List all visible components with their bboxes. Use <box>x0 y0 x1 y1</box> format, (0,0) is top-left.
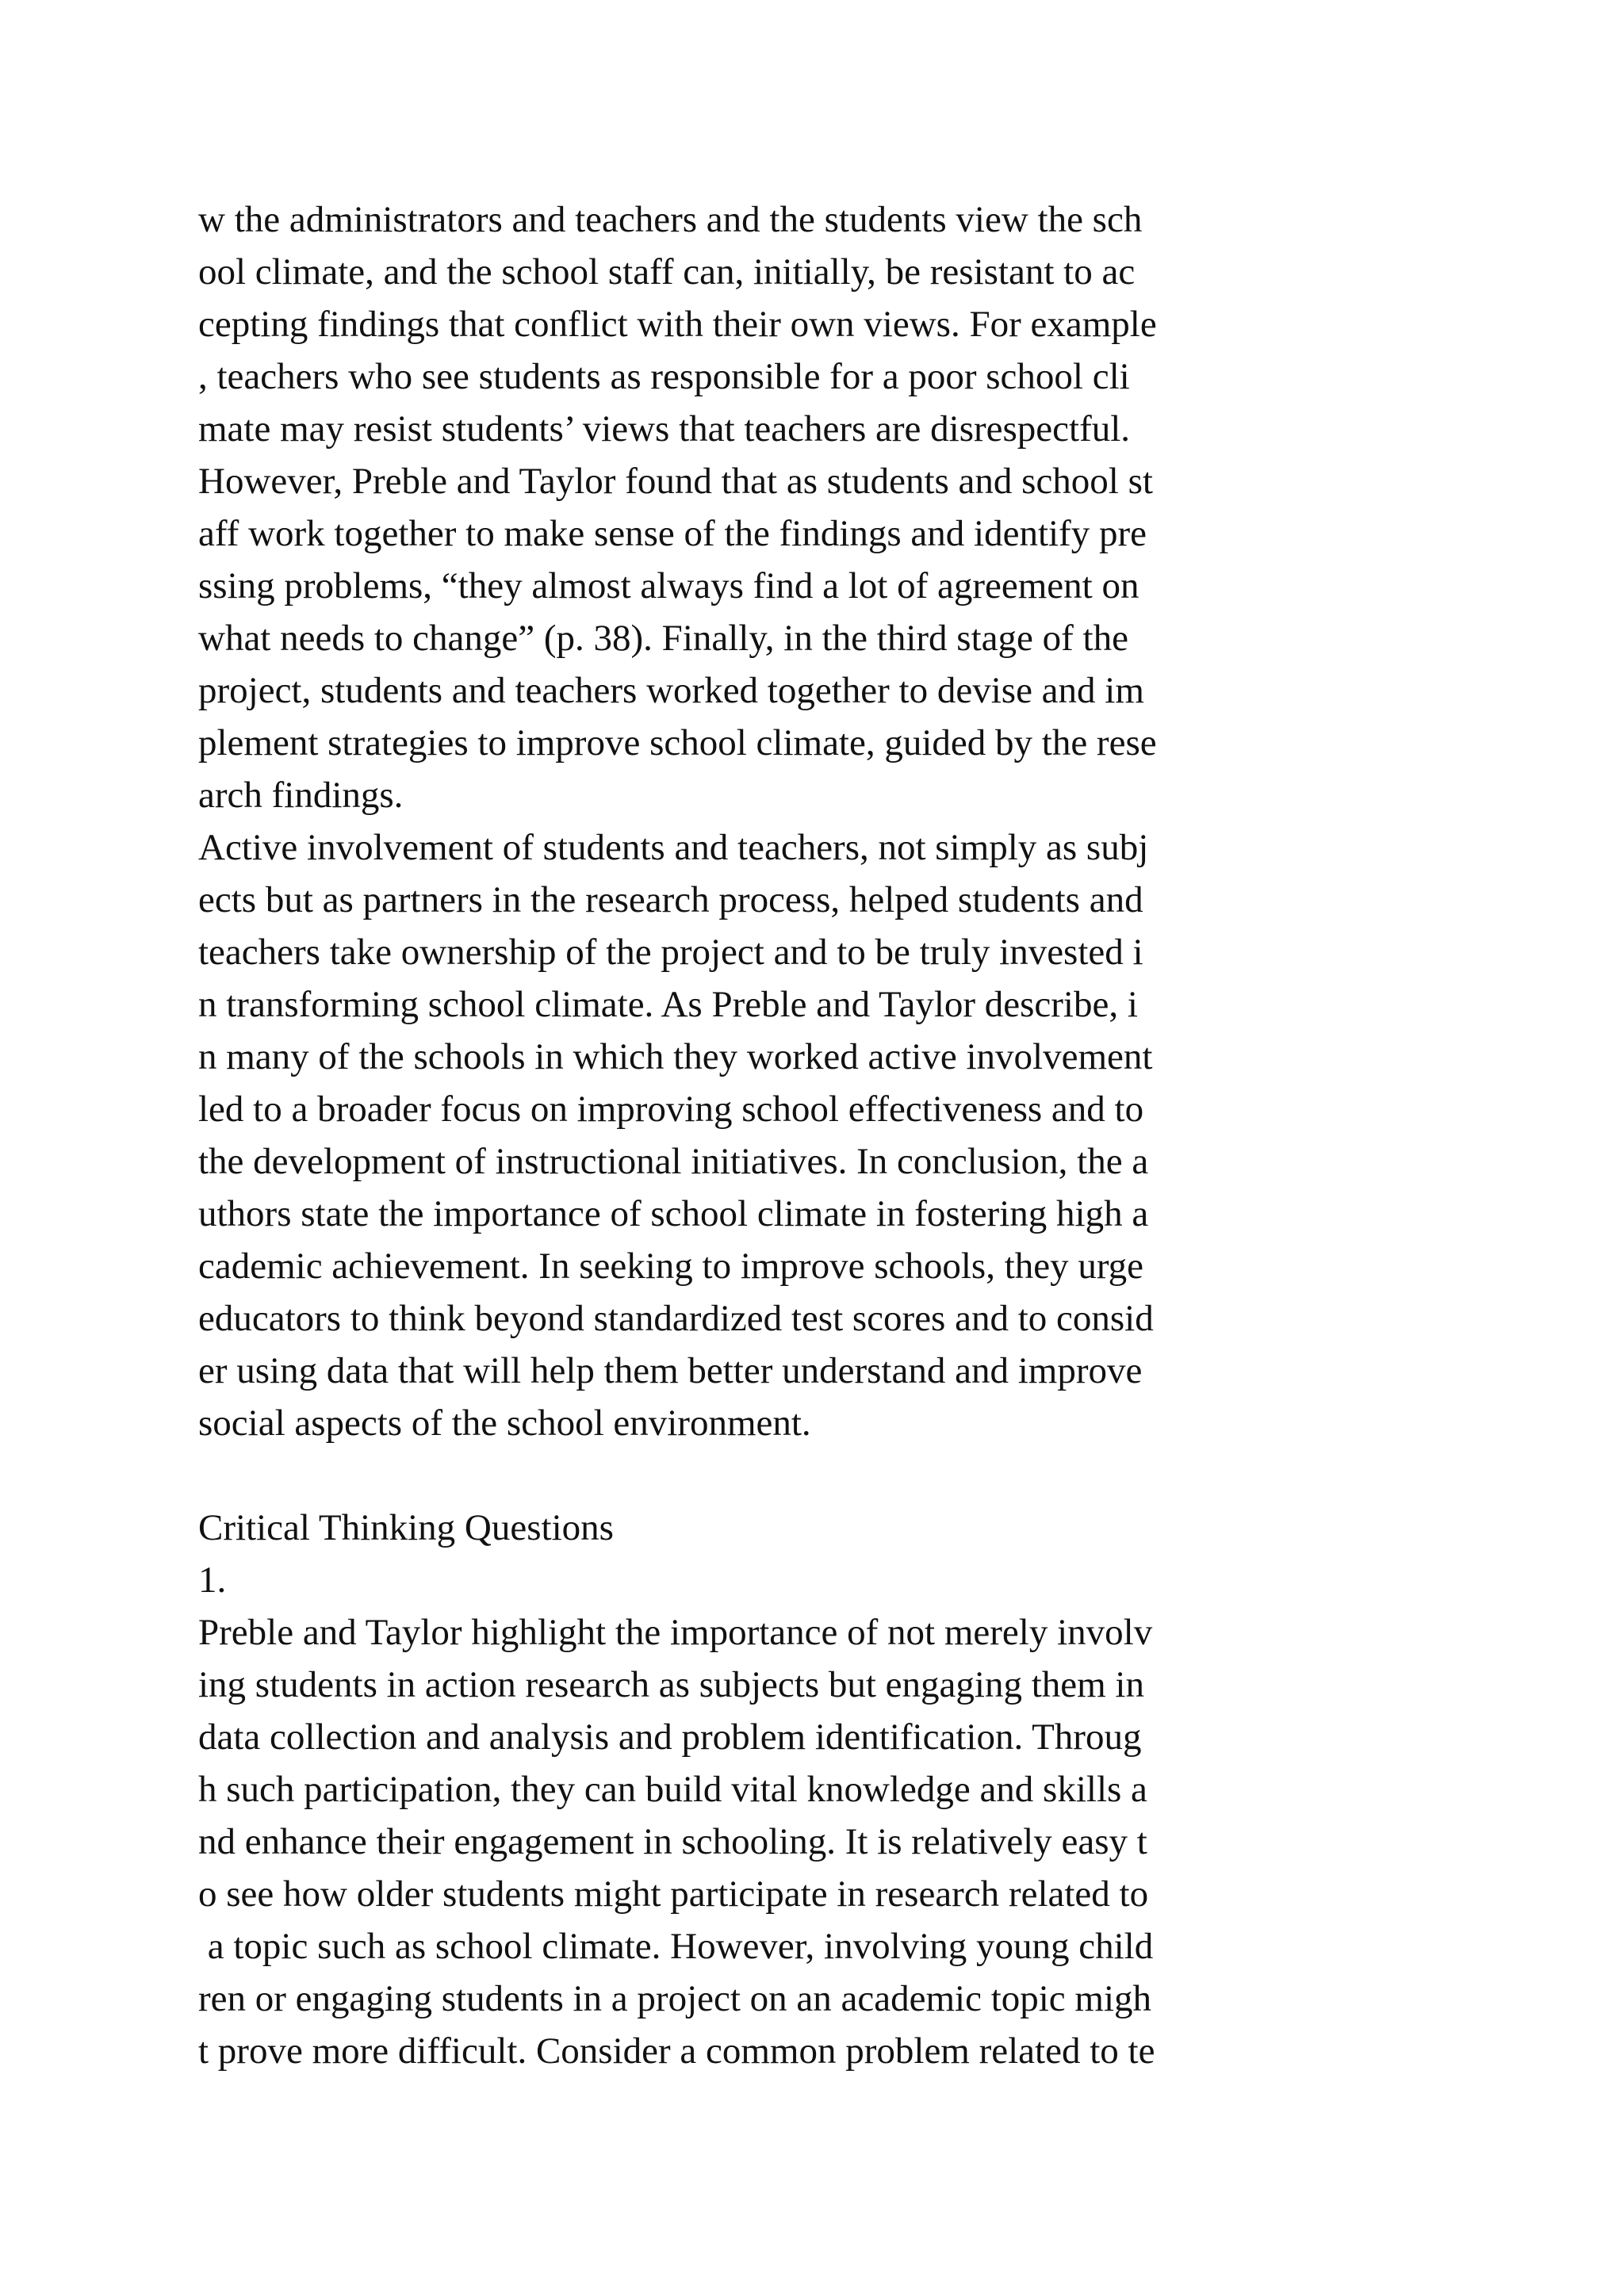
text-line: ool climate, and the school staff can, initially, be resistant to ac <box>198 251 1136 293</box>
text-line: However, Preble and Taylor found that as students and school st <box>198 461 1153 502</box>
text-line: n transforming school climate. As Preble and Taylor describe, i <box>198 984 1138 1025</box>
text-line: ssing problems, “they almost always find a lot of agreement on <box>198 565 1139 607</box>
text-line: er using data that will help them better understand and improve <box>198 1350 1143 1391</box>
text-line: a topic such as school climate. However, involving young child <box>198 1926 1154 1967</box>
text-line: cademic achievement. In seeking to improve schools, they urge <box>198 1246 1144 1287</box>
text-line: w the administrators and teachers and the students view the sch <box>198 199 1143 240</box>
text-line: , teachers who see students as responsible for a poor school cli <box>198 356 1130 397</box>
text-line: project, students and teachers worked together to devise and im <box>198 670 1144 711</box>
text-line: ing students in action research as subjects but engaging them in <box>198 1664 1144 1705</box>
text-line: cepting findings that conflict with their own views. For example <box>198 304 1157 345</box>
text-line: Preble and Taylor highlight the importance of not merely involv <box>198 1612 1153 1653</box>
text-line: t prove more difficult. Consider a common problem related to te <box>198 2030 1155 2072</box>
question-number: 1. <box>198 1559 227 1601</box>
text-line: ren or engaging students in a project on an academic topic migh <box>198 1978 1152 2019</box>
text-line: o see how older students might participate in research related to <box>198 1873 1149 1915</box>
text-line: educators to think beyond standardized test scores and to consid <box>198 1298 1154 1339</box>
text-line: teachers take ownership of the project and to be truly invested i <box>198 932 1143 973</box>
section-heading: Critical Thinking Questions <box>198 1507 614 1548</box>
text-line: ects but as partners in the research process, helped students and <box>198 879 1143 920</box>
text-line: Active involvement of students and teachers, not simply as subj <box>198 827 1149 868</box>
text-line: aff work together to make sense of the findings and identify pre <box>198 513 1147 554</box>
text-line: n many of the schools in which they worked active involvement <box>198 1036 1153 1077</box>
text-line: what needs to change” (p. 38). Finally, in the third stage of the <box>198 618 1128 659</box>
text-line: uthors state the importance of school climate in fostering high a <box>198 1193 1149 1234</box>
text-line: h such participation, they can build vital knowledge and skills a <box>198 1769 1147 1810</box>
text-line: nd enhance their engagement in schooling. It is relatively easy t <box>198 1821 1147 1862</box>
text-line: data collection and analysis and problem identification. Throug <box>198 1716 1142 1758</box>
text-line: mate may resist students’ views that teachers are disrespectful. <box>198 408 1131 450</box>
text-line: social aspects of the school environment. <box>198 1402 811 1444</box>
text-line: led to a broader focus on improving school effectiveness and to <box>198 1089 1144 1130</box>
text-line: plement strategies to improve school climate, guided by the rese <box>198 722 1157 763</box>
text-line: the development of instructional initiatives. In conclusion, the a <box>198 1141 1149 1182</box>
text-line: arch findings. <box>198 775 404 816</box>
